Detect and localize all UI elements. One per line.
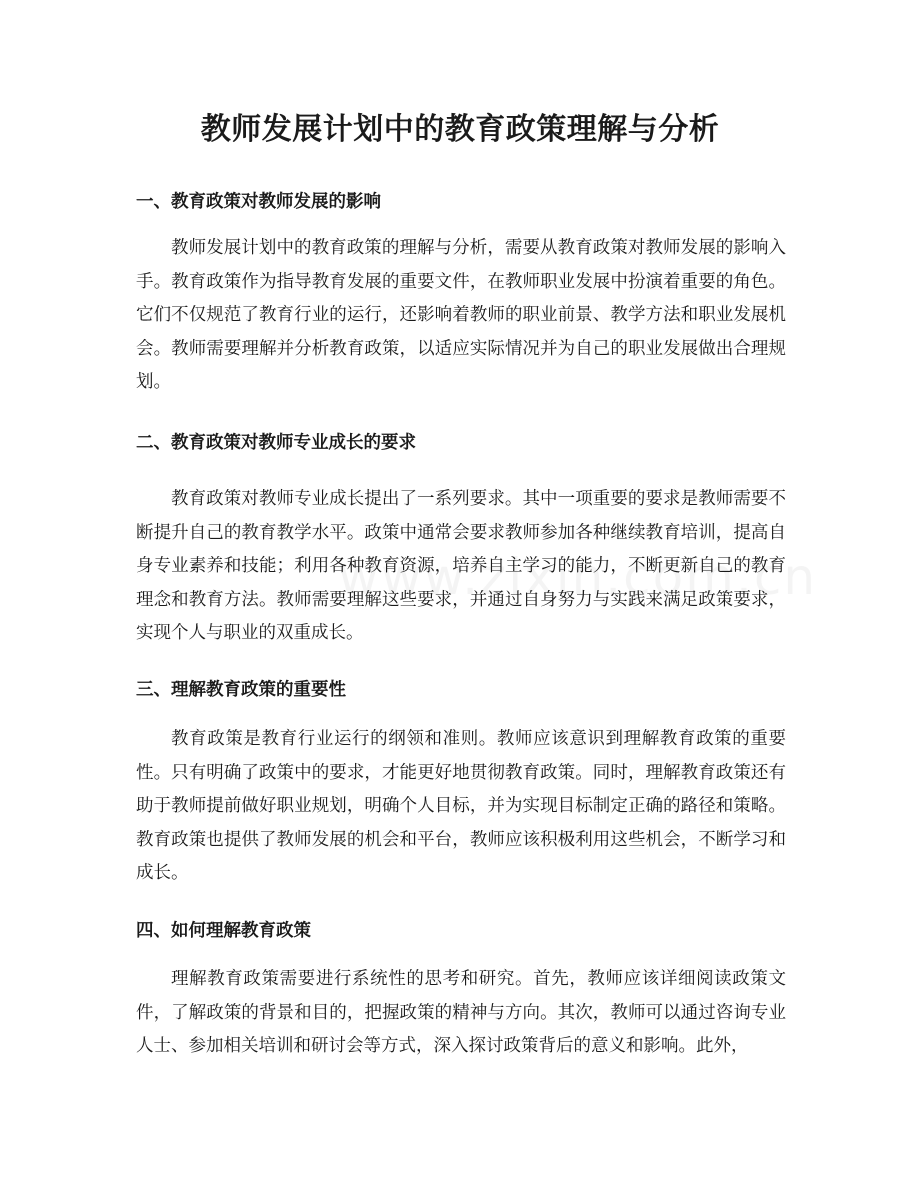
section-body-3: 教育政策是教育行业运行的纲领和准则。教师应该意识到理解教育政策的重要性。只有明确了政策中的要求，才能更好地贯彻教育政策。同时，理解教育政策还有助于教师提前做好职业规划，明确个人目标，并为实现目标制定正确的路径和策略。教育政策也提供了教师发展的机会和平台，教师应该积极利用这些机会，不断学习和成长。 (136, 729, 786, 884)
section-body-2: 教育政策对教师专业成长提出了一系列要求。其中一项重要的要求是教师需要不断提升自己的教育教学水平。政策中通常会要求教师参加各种继续教育培训，提高自身专业素养和技能；利用各种教育资源，培养自主学习的能力，不断更新自己的教育理念和教育方法。教师需要理解这些要求，并通过自身努力与实践来满足政策要求，实现个人与职业的双重成长。 (136, 489, 786, 644)
document-title: 教师发展计划中的教育政策理解与分析 (200, 112, 720, 147)
section-heading-1: 一、教育政策对教师发展的影响 (136, 192, 381, 212)
section-body-4: 理解教育政策需要进行系统性的思考和研究。首先，教师应该详细阅读政策文件，了解政策的背景和目的，把握政策的精神与方向。其次，教师可以通过咨询专业人士、参加相关培训和研讨会等方式，深入探讨政策背后的意义和影响。此外， (136, 969, 786, 1057)
section-body-1: 教师发展计划中的教育政策的理解与分析，需要从教育政策对教师发展的影响入手。教育政策作为指导教育发展的重要文件，在教师职业发展中扮演着重要的角色。它们不仅规范了教育行业的运行，还影响着教师的职业前景、教学方法和职业发展机会。教师需要理解并分析教育政策，以适应实际情况并为自己的职业发展做出合理规划。 (136, 238, 786, 393)
section-heading-4: 四、如何理解教育政策 (136, 921, 311, 941)
section-heading-3: 三、理解教育政策的重要性 (136, 680, 346, 700)
section-heading-2: 二、教育政策对教师专业成长的要求 (136, 433, 416, 453)
